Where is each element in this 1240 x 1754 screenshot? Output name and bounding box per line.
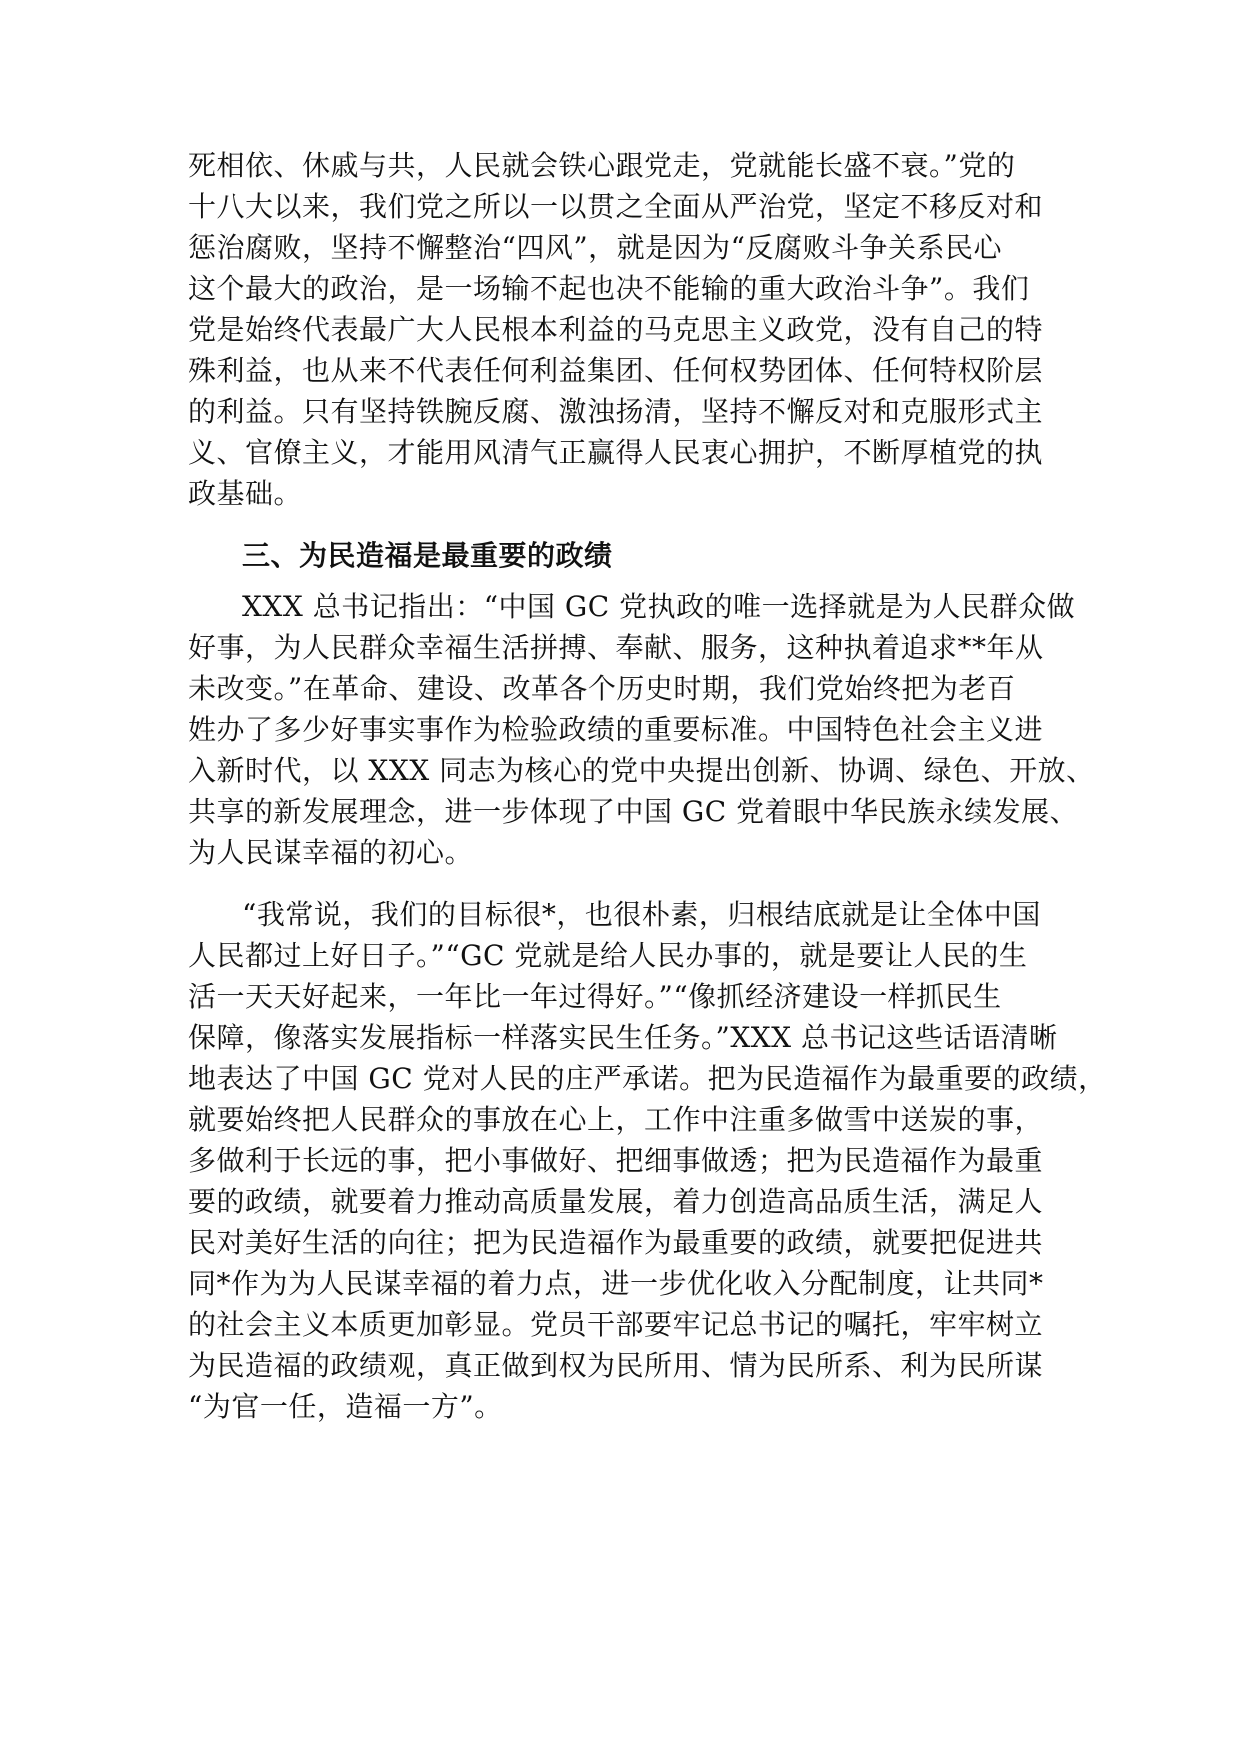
- text-line: 十八大以来，我们党之所以一以贯之全面从严治党，坚定不移反对和: [188, 190, 1044, 223]
- text-line: 保障，像落实发展指标一样落实民生任务。”XXX 总书记这些话语清晰: [188, 1021, 1058, 1054]
- text-line: 为民造福的政绩观，真正做到权为民所用、情为民所系、利为民所谋: [188, 1349, 1044, 1382]
- text-line: 要的政绩，就要着力推动高质量发展，着力创造高品质生活，满足人: [188, 1185, 1044, 1218]
- document-body: [188, 145, 1107, 1427]
- text-line: 共享的新发展理念，进一步体现了中国 GC 党着眼中华民族永续发展、: [188, 795, 1079, 828]
- paragraph-section-intro: [188, 586, 1095, 873]
- text-line: 同*作为为人民谋幸福的着力点，进一步优化收入分配制度，让共同*: [188, 1267, 1044, 1300]
- text-line: 殊利益，也从来不代表任何利益集团、任何权势团体、任何特权阶层: [188, 354, 1044, 387]
- paragraph-continuation: [188, 145, 1068, 514]
- text-line: 人民都过上好日子。”“GC 党就是给人民办事的，就是要让人民的生: [188, 939, 1028, 972]
- text-line: 这个最大的政治，是一场输不起也决不能输的重大政治斗争”。我们: [188, 272, 1030, 305]
- text-line: 的社会主义本质更加彰显。党员干部要牢记总书记的嘱托，牢牢树立: [188, 1308, 1044, 1341]
- text-line: XXX 总书记指出：“中国 GC 党执政的唯一选择就是为人民群众做: [242, 590, 1076, 623]
- text-line: 多做利于长远的事，把小事做好、把细事做透；把为民造福作为最重: [188, 1144, 1044, 1177]
- text-line: 好事，为人民群众幸福生活拼搏、奉献、服务，这种执着追求**年从: [188, 631, 1044, 664]
- text-line: 义、官僚主义，才能用风清气正赢得人民衷心拥护，不断厚植党的执: [188, 436, 1044, 469]
- text-line: 地表达了中国 GC 党对人民的庄严承诺。把为民造福作为最重要的政绩，: [188, 1062, 1107, 1095]
- text-line: 死相依、休戚与共，人民就会铁心跟党走，党就能长盛不衰。”党的: [188, 149, 1016, 182]
- text-line: 党是始终代表最广大人民根本利益的马克思主义政党，没有自己的特: [188, 313, 1044, 346]
- text-line: “我常说，我们的目标很*，也很朴素，归根结底就是让全体中国: [242, 898, 1041, 931]
- text-line: 为人民谋幸福的初心。: [188, 836, 474, 869]
- text-line: 就要始终把人民群众的事放在心上，工作中注重多做雪中送炭的事，: [188, 1103, 1044, 1136]
- text-line: 的利益。只有坚持铁腕反腐、激浊扬清，坚持不懈反对和克服形式主: [188, 395, 1044, 428]
- text-line: 惩治腐败，坚持不懈整治“四风”，就是因为“反腐败斗争关系民心: [188, 231, 1002, 264]
- section-heading: 三、为民造福是最重要的政绩: [242, 539, 613, 572]
- text-line: 姓办了多少好事实事作为检验政绩的重要标准。中国特色社会主义进: [188, 713, 1044, 746]
- text-line: 活一天天好起来，一年比一年过得好。”“像抓经济建设一样抓民生: [188, 980, 1002, 1013]
- text-line: “为官一任，造福一方”。: [188, 1390, 503, 1423]
- text-line: 入新时代，以 XXX 同志为核心的党中央提出创新、协调、绿色、开放、: [188, 754, 1095, 787]
- text-line: 民对美好生活的向往；把为民造福作为最重要的政绩，就要把促进共: [188, 1226, 1044, 1259]
- paragraph-quotes: [188, 894, 1107, 1427]
- text-line: 未改变。”在革命、建设、改革各个历史时期，我们党始终把为老百: [188, 672, 1016, 705]
- text-line: 政基础。: [188, 477, 303, 510]
